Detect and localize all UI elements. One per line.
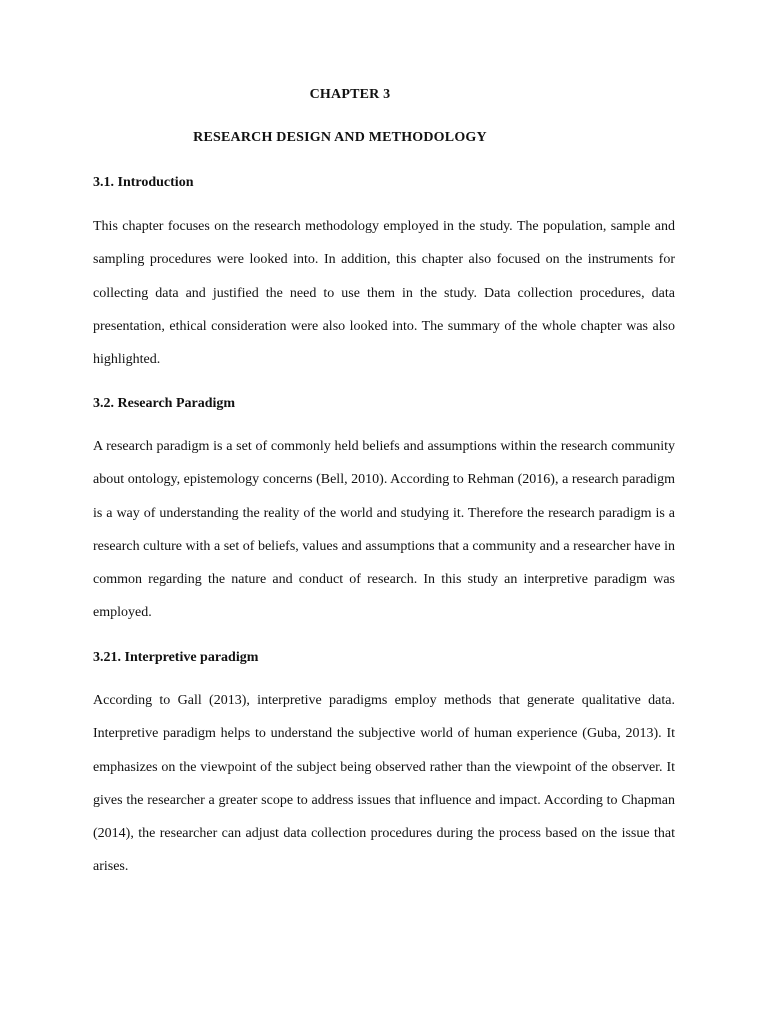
section-paragraph-interpretive-paradigm: According to Gall (2013), interpretive paradigms employ methods that generate qualitative data. Interpretive paradigm helps to understand the subjective world of human experience (Guba, 2013). It emphasizes on the viewpoint of the subject being observed rather than the viewpoint of the observer. It gives the researcher a greater scope to address issues that influence and impact. According to Chapman (2014), the researcher can adjust data collection procedures during the process based on the issue that arises. [93, 693, 675, 875]
chapter-subtitle: RESEARCH DESIGN AND METHODOLOGY [193, 130, 487, 145]
chapter-title: CHAPTER 3 [309, 87, 391, 102]
section-heading-interpretive-paradigm: 3.21. Interpretive paradigm [93, 650, 259, 665]
section-heading-research-paradigm: 3.2. Research Paradigm [93, 396, 236, 411]
section-paragraph-research-paradigm: A research paradigm is a set of commonly held beliefs and assumptions within the research community about ontology, epistemology concerns (Bell, 2010). According to Rehman (2016), a research paradigm is a way of understanding the reality of the world and studying it. Therefore the research paradigm is a research culture with a set of beliefs, values and assumptions that a community and a researcher have in common regarding the nature and conduct of research. In this study an interpretive paradigm was employed. [93, 439, 675, 621]
section-heading-introduction: 3.1. Introduction [93, 175, 194, 190]
section-paragraph-introduction: This chapter focuses on the research methodology employed in the study. The population, sample and sampling procedures were looked into. In addition, this chapter also focused on the instruments for collecting data and justified the need to use them in the study. Data collection procedures, data presentation, ethical consideration were also looked into. The summary of the whole chapter was also highlighted. [93, 219, 675, 368]
